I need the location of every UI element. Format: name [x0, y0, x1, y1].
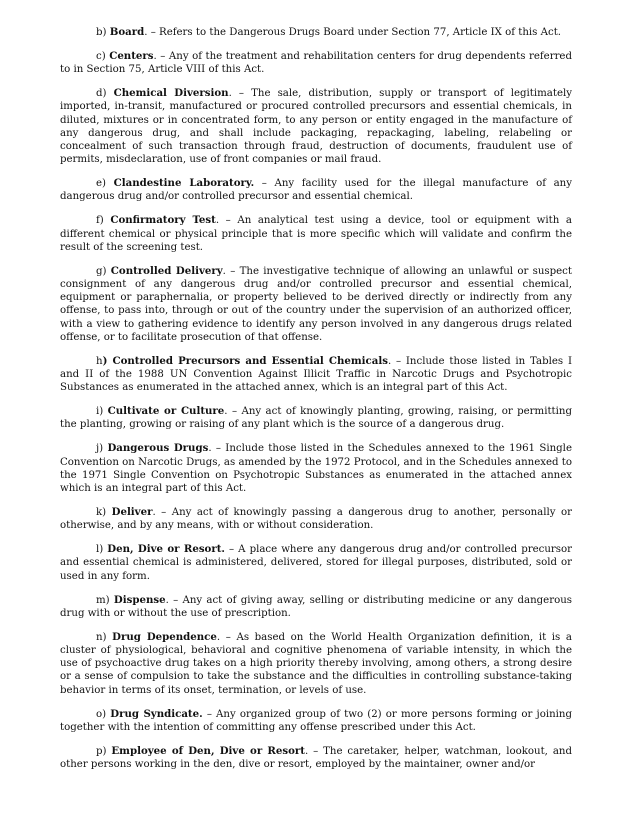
item-marker: h: [96, 355, 103, 367]
definition-dangerous-drugs: [60, 442, 572, 495]
defined-term: ) Controlled Precursors and Essential Chemicals: [102, 354, 388, 367]
item-marker: j): [96, 443, 104, 455]
item-marker: d): [96, 88, 107, 100]
item-marker: g): [96, 265, 107, 277]
definition-deliver: [60, 506, 572, 532]
definition-text: . – An analytical test using a device, tool or equipment with a different chemical or physical principle that is more specific which will validate and confirm the result of the screening test.: [60, 215, 572, 253]
definition-clandestine-laboratory: [60, 177, 572, 203]
definition-text: . – The sale, distribution, supply or transport of legitimately imported, in-transit, manufactured or procured controlled precursors and essential chemicals, in diluted, mixtures or in concentrated form, to any person or entity engaged in the manufacture of any dangerous drug, and shall include packaging, repackaging, labeling, relabeling or concealment of such transaction through fraud, destruction of documents, fraudulent use of permits, misdeclaration, use of front companies or mail fraud.: [60, 88, 572, 166]
definition-chemical-diversion: [60, 87, 572, 166]
definition-text: . – Any act of knowingly planting, growing, raising, or permitting the planting, growing or raising of any plant which is the source of a dangerous drug.: [60, 406, 572, 431]
definition-drug-syndicate: [60, 708, 572, 734]
defined-term: Deliver: [111, 506, 153, 519]
definition-confirmatory-test: [60, 214, 572, 254]
definition-text: – Any organized group of two (2) or more persons forming or joining together with the intention of committing any offense prescribed under this Act.: [60, 708, 572, 733]
item-marker: m): [96, 594, 110, 606]
definition-text: . – Any act of knowingly passing a dangerous drug to another, personally or otherwise, and by any means, with or without consideration.: [60, 507, 572, 532]
item-marker: l): [96, 544, 104, 556]
definition-text: . – Refers to the Dangerous Drugs Board under Section 77, Article IX of this Act.: [144, 27, 562, 38]
item-marker: f): [96, 215, 104, 227]
definition-board: [60, 26, 572, 39]
defined-term: Confirmatory Test: [110, 214, 216, 227]
definition-text: . – The investigative technique of allowing an unlawful or suspect consignment of any dangerous drug and/or controlled precursor and essential chemical, equipment or paraphernalia, or property believed to be derived directly or indirectly from any offense, to pass into, through or out of the country under the supervision of an authorized officer, with a view to gathering evidence to identify any person involved in any dangerous drugs related offense, or to facilitate prosecution of that offense.: [60, 265, 572, 343]
definition-text: – Any facility used for the illegal manufacture of any dangerous drug and/or controlled precursor and essential chemical.: [60, 178, 572, 203]
definition-text: . – Include those listed in the Schedules annexed to the 1961 Single Convention on Narcotic Drugs, as amended by the 1972 Protocol, and in the Schedules annexed to the 1971 Single Convention on Psychotropic Substances as enumerated in the attached annex which is an integral part of this Act.: [60, 443, 572, 495]
defined-term: Board: [109, 26, 145, 38]
definition-text: . – Include those listed in Tables I and II of the 1988 UN Convention Against Illicit Traffic in Narcotic Drugs and Psychotropic Substances as enumerated in the attached annex, which is an integral part of this Act.: [60, 355, 572, 394]
item-marker: o): [96, 708, 107, 720]
item-marker: i): [96, 406, 104, 418]
item-marker: p): [96, 745, 107, 757]
defined-term: Centers: [109, 50, 154, 62]
item-marker: e): [96, 178, 107, 190]
definition-drug-dependence: [60, 631, 572, 697]
definition-text: . – The caretaker, helper, watchman, lookout, and other persons working in the den, dive or resort, employed by the maintainer, owner and/or: [60, 745, 572, 771]
defined-term: Dispense: [113, 593, 166, 606]
definition-text: . – As based on the World Health Organization definition, it is a cluster of physiological, behavioral and cognitive phenomena of variable intensity, in which the use of psychoactive drug takes on a high priority thereby involving, among others, a strong desire or a sense of compulsion to take the substance and the difficulties in controlling substance-taking behavior in terms of its onset, termination, or levels of use.: [60, 631, 572, 696]
definition-controlled-precursors: [60, 355, 572, 395]
definition-controlled-delivery: [60, 265, 572, 344]
item-marker: b): [96, 27, 107, 38]
defined-term: Drug Syndicate.: [110, 707, 203, 720]
defined-term: Clandestine Laboratory.: [113, 177, 255, 190]
defined-term: Drug Dependence: [112, 630, 217, 643]
definition-employee-of-den: [60, 745, 572, 771]
definition-dispense: [60, 594, 572, 620]
defined-term: Chemical Diversion: [113, 87, 229, 100]
defined-term: Den, Dive or Resort.: [107, 543, 225, 556]
definition-text: . – Any act of giving away, selling or distributing medicine or any dangerous drug with or without the use of prescription.: [60, 594, 572, 619]
item-marker: c): [96, 51, 106, 62]
item-marker: k): [96, 507, 107, 519]
defined-term: Cultivate or Culture: [107, 405, 225, 418]
definition-text: . – Any of the treatment and rehabilitation centers for drug dependents referred to in Section 75, Article VIII of this Act.: [60, 51, 572, 76]
definition-cultivate-or-culture: [60, 405, 572, 431]
defined-term: Dangerous Drugs: [107, 442, 209, 455]
item-marker: n): [96, 631, 107, 643]
defined-term: Controlled Delivery: [110, 264, 223, 277]
definition-text: – A place where any dangerous drug and/or controlled precursor and essential chemical is administered, delivered, stored for illegal purposes, distributed, sold or used in any form.: [60, 544, 572, 582]
definition-den-dive-or-resort: [60, 543, 572, 583]
defined-term: Employee of Den, Dive or Resort: [111, 744, 305, 757]
definition-centers: [60, 50, 572, 76]
